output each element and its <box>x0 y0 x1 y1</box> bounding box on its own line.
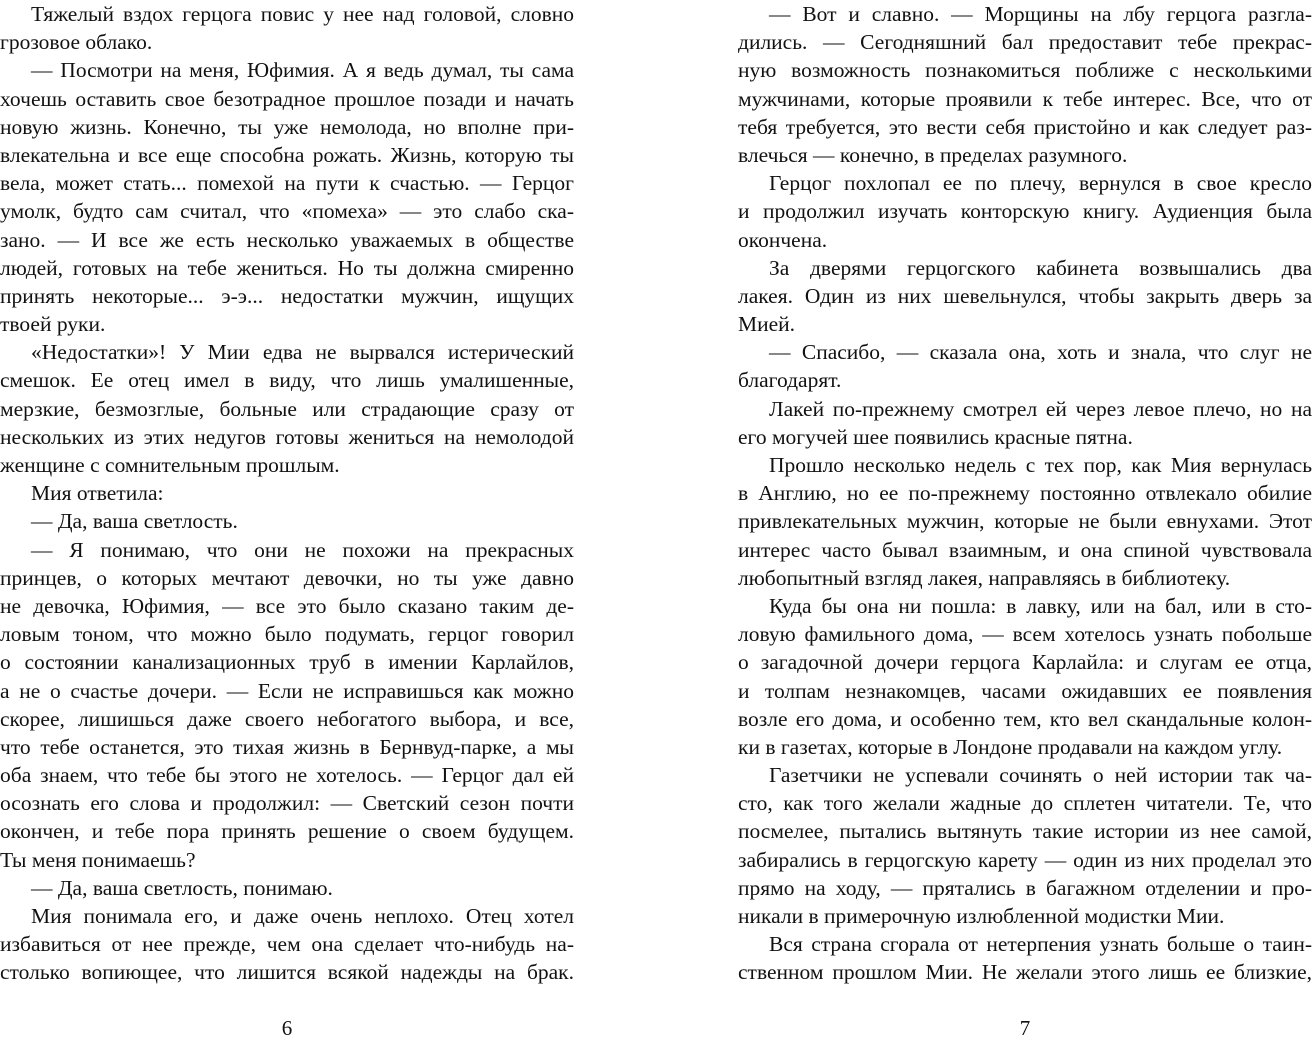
text-line: забирались в герцогскую карету — один из них проделал это <box>738 847 1312 872</box>
left-page-text <box>0 0 574 987</box>
text-line: влекательна и все еще способна рожать. Жизнь, которую ты <box>0 142 574 167</box>
text-line: — Да, ваша светлость. <box>31 509 238 534</box>
text-line: о загадочной дочери герцога Карлайла: и слугам ее отца, <box>738 650 1312 675</box>
text-line: посмелее, пытались вытянуть такие истории из нее самой, <box>738 819 1312 844</box>
right-page-number: 7 <box>1019 1016 1031 1040</box>
text-line: людей, готовых на тебе жениться. Но ты должна смиренно <box>0 255 574 280</box>
text-line: избавиться от нее прежде, чем она сделает что-нибудь на- <box>0 932 574 957</box>
text-line: его могучей шее появились красные пятна. <box>738 424 1133 449</box>
right-page-text <box>738 0 1312 987</box>
text-line: осознать его слова и продолжил: — Светский сезон почти <box>0 791 574 816</box>
text-line: никали в примерочную излюбленной модистки Мии. <box>738 904 1225 928</box>
text-line: не девочка, Юфимия, — все это было сказано таким де- <box>0 593 574 618</box>
text-line: столько вопиющее, что лишится всякой надежды на брак. <box>0 960 574 985</box>
text-line: окончена. <box>738 227 828 252</box>
text-line: возле его дома, и особенно тем, кто вел скандальные колон- <box>738 706 1312 731</box>
text-line: хочешь оставить свое безотрадное прошлое позади и начать <box>0 86 574 111</box>
text-line: сто, как того желали жадные до сплетен читатели. Те, что <box>738 791 1312 816</box>
text-line: в Англию, но ее по-прежнему постоянно отвлекало обилие <box>738 481 1312 506</box>
text-line: — Вот и славно. — Морщины на лбу герцога разгла- <box>769 2 1312 26</box>
text-line: принцев, о которых мечтают девочки, но ты уже давно <box>0 565 574 590</box>
text-line: Вся страна сгорала от нетерпения узнать больше о таин- <box>769 932 1312 957</box>
text-line: грозовое облако. <box>0 30 153 55</box>
text-line: Куда бы она ни пошла: в лавку, или на бал, или в сто- <box>769 593 1312 618</box>
text-line: окончен, и тебе пора принять решение о своем будущем. <box>0 819 574 844</box>
text-line: ловую фамильного дома, — всем хотелось узнать побольше <box>738 622 1312 647</box>
text-line: мерзкие, безмозглые, больные или страдающие сразу от <box>0 396 574 421</box>
text-line: нескольких из этих недугов готовы жениться на немолодой <box>0 424 574 449</box>
text-line: привлекательных мужчин, которые не были евнухами. Этот <box>738 509 1312 534</box>
text-line: интерес часто бывал взаимным, и она спиной чувствовала <box>738 537 1312 562</box>
text-line: Мия понимала его, и даже очень неплохо. Отец хотел <box>31 904 574 928</box>
text-line: Ты меня понимаешь? <box>0 847 196 872</box>
text-line: любопытный взгляд лакея, направляясь в библиотеку. <box>738 565 1231 590</box>
text-line: влечься — конечно, в пределах разумного. <box>738 142 1128 167</box>
text-line: ственном прошлом Мии. Не желали этого лишь ее близкие, <box>738 960 1312 985</box>
text-line: Тяжелый вздох герцога повис у нее над головой, словно <box>31 2 574 26</box>
text-line: дились. — Сегодняшний бал предоставит тебе прекрас- <box>738 30 1312 55</box>
text-line: скорее, лишишься даже своего небогатого выбора, и все, <box>0 706 574 731</box>
text-line: и толпам незнакомцев, часами ожидавших ее появления <box>738 678 1312 703</box>
text-line: о состоянии канализационных труб в имении Карлайлов, <box>0 650 574 675</box>
text-line: и продолжил изучать конторскую книгу. Аудиенция была <box>738 199 1312 224</box>
text-line: принять некоторые... э-э... недостатки мужчин, ищущих <box>0 283 574 308</box>
text-line: вела, может стать... помехой на пути к счастью. — Герцог <box>0 171 574 196</box>
text-line: — Я понимаю, что они не похожи на прекрасных <box>31 537 574 562</box>
text-line: лакея. Один из них шевельнулся, чтобы закрыть дверь за <box>738 283 1312 308</box>
text-line: Газетчики не успевали сочинять о ней истории так ча- <box>769 763 1312 788</box>
text-line: ную возможность познакомиться поближе с несколькими <box>738 58 1312 83</box>
text-line: женщине с сомнительным прошлым. <box>0 453 340 477</box>
text-line: благодарят. <box>738 368 842 393</box>
text-line: ки в газетах, которые в Лондоне продавали на каждом углу. <box>738 734 1283 759</box>
text-line: новую жизнь. Конечно, ты уже немолода, но вполне при- <box>0 114 574 139</box>
text-line: а не о счастье дочери. — Если не исправишься как можно <box>0 678 574 703</box>
text-line: Лакей по-прежнему смотрел ей через левое плечо, но на <box>769 396 1312 421</box>
left-page-number: 6 <box>281 1016 293 1040</box>
text-line: тебя требуется, это вести себя пристойно и как следует раз- <box>738 114 1312 139</box>
text-line: прямо на ходу, — прятались в багажном отделении и про- <box>738 875 1312 900</box>
text-line: Герцог похлопал ее по плечу, вернулся в свое кресло <box>769 171 1312 196</box>
text-line: ловым тоном, что можно было подумать, герцог говорил <box>0 622 574 647</box>
text-line: — Посмотри на меня, Юфимия. А я ведь думал, ты сама <box>31 58 574 83</box>
text-line: Мия ответила: <box>31 481 164 506</box>
text-line: зано. — И все же есть несколько уважаемых в обществе <box>0 227 574 252</box>
text-line: — Спасибо, — сказала она, хоть и знала, что слуг не <box>769 340 1312 365</box>
left-page <box>0 0 574 1040</box>
text-line: твоей руки. <box>0 312 106 337</box>
text-line: умолк, будто сам считал, что «помеха» — это слабо ска- <box>0 199 574 224</box>
text-line: Мией. <box>738 312 796 337</box>
text-line: мужчинами, которые проявили к тебе интерес. Все, что от <box>738 86 1312 111</box>
text-line: За дверями герцогского кабинета возвышались два <box>769 255 1312 280</box>
text-line: Прошло несколько недель с тех пор, как Мия вернулась <box>769 453 1312 477</box>
right-page <box>738 0 1312 1040</box>
text-line: что тебе останется, это тихая жизнь в Бернвуд-парке, а мы <box>0 734 574 759</box>
text-line: — Да, ваша светлость, понимаю. <box>31 875 333 900</box>
text-line: оба знаем, что тебе бы этого не хотелось. — Герцог дал ей <box>0 763 574 788</box>
text-line: «Недостатки»! У Мии едва не вырвался истерический <box>31 340 574 365</box>
text-line: смешок. Ее отец имел в виду, что лишь умалишенные, <box>0 368 574 393</box>
